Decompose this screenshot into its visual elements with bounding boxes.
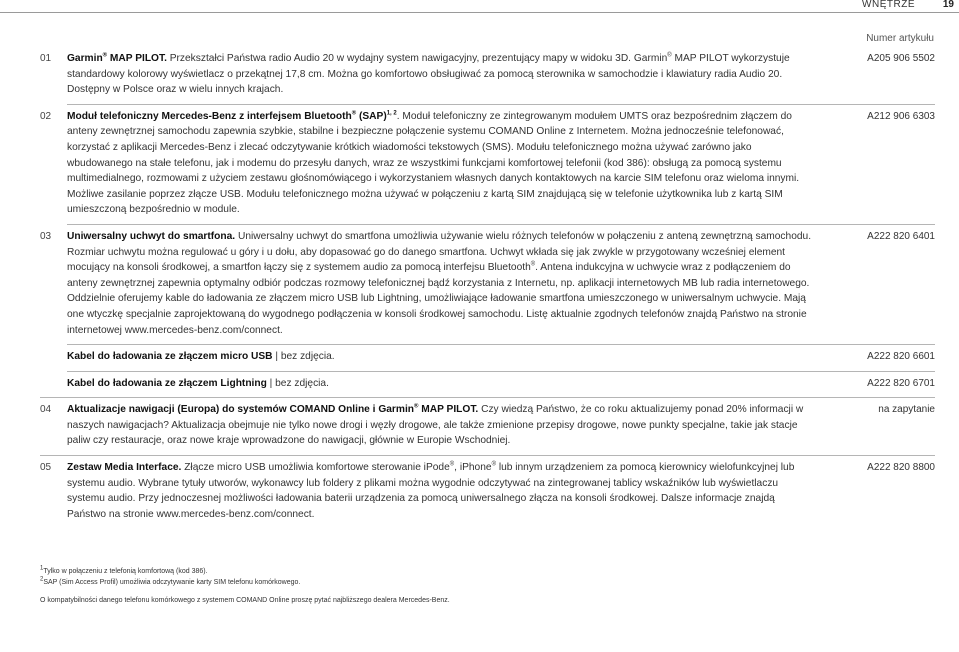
accessory-list	[40, 51, 935, 522]
page-header	[0, 0, 959, 12]
item-title: Zestaw Media Interface.	[67, 462, 182, 474]
item-number: 03	[40, 230, 52, 242]
item-description: Aktualizacje nawigacji (Europa) do systemów COMAND Online i Garmin® MAP PILOT. Czy wiedzą Państwo, że co roku aktualizujemy ponad 20% informacji w naszych nawigacjach? Aktualizacja obejmuje nie tylko nowe drogi i węzły drogowe, ale także zmienione przepisy drogowe, nowe punkty specjalne, takie jak stacje paliw czy restauracje, oraz nowe kraje wprowadzone do nawigacji, głównie w Europie Wschodniej.	[67, 403, 804, 447]
item-number	[40, 349, 67, 365]
footnotes	[40, 566, 450, 606]
list-item	[40, 402, 935, 449]
article-number: A222 820 8800	[867, 462, 935, 474]
list-item	[40, 51, 935, 98]
list-item	[40, 229, 935, 338]
item-description: Moduł telefoniczny Mercedes-Benz z interfejsem Bluetooth® (SAP)$^{1, 2}$. Moduł telefoniczny ze zintegrowanym modułem UMTS oraz bezpośrednim złączem do anteny zewnętrznej samochodu zapewnia szybkie, stabilne i bezpieczne połączenie systemu COMAND Online z Internetem. Można jednocześnie telefonować, korzystać z aplikacji Mercedes-Benz i zlecać odczytywanie krótkich wiadomości tekstowych (SMS). Modułu telefonicznego można używać zarówno jako wbudowanego na stałe telefonu, jak i modemu do przesyłu danych, wraz ze wszystkimi funkcjami komfortowej telefonii (kod 386): obsługą za pomocą systemu multimedialnego, rozmowami z użyciem zestawu głośnomówiącego i wykorzystaniem własnych danych kontaktowych na karcie SIM telefonu oraz wieloma innymi. Możliwe zasilanie poprzez złącze USB. Modułu telefonicznego można używać w połączeniu z kartą SIM znajdującą się w telefonie użytkownika lub z kartą SIM umieszczoną bezpośrednio w module.	[67, 110, 800, 216]
list-item	[40, 109, 935, 218]
item-description: Kabel do ładowania ze złączem Lightning | bez zdjęcia.	[67, 377, 329, 389]
divider	[67, 344, 935, 345]
item-title: Garmin® MAP PILOT.	[67, 52, 167, 64]
item-description: Zestaw Media Interface. Złącze micro USB umożliwia komfortowe sterowanie iPode®, iPhone® lub innym urządzeniem za pomocą kierownicy wielofunkcyjnej lub systemu audio. Wybrane tytuły utworów, wykonawcy lub foldery z plikami można wygodnie odczytywać na zintegrowanej tablicy wskaźników lub wyświetlaczu systemu audio. Przy jednoczesnej możliwości ładowania baterii urządzenia za pomocą uniwersalnego złącza na konsoli środkowej. Dalsze informacje znajdą Państwo na stronie www.mercedes-benz.com/connect.	[67, 461, 795, 520]
item-title: Uniwersalny uchwyt do smartfona.	[67, 230, 236, 242]
item-number: 01	[40, 53, 52, 64]
article-number: A222 820 6401	[867, 230, 935, 242]
item-title: Aktualizacje nawigacji (Europa) do systemów COMAND Online i Garmin® MAP PILOT.	[67, 403, 479, 416]
item-number: 02	[40, 110, 52, 122]
article-number: A205 906 5502	[867, 53, 935, 64]
divider	[67, 371, 935, 372]
section-label: WNĘTRZE	[862, 0, 915, 10]
item-description: Uniwersalny uchwyt do smartfona. Uniwersalny uchwyt do smartfona umożliwia używanie wielu różnych telefonów w połączeniu z anteną zewnętrzną samochodu. Rozmiar uchwytu można regulować u góry i u dołu, aby dopasować go do danego smartfona. Uchwyt wkłada się jak zwykle w przygotowany wcześniej element mocujący na konsoli środkowej, a smartfon łączy się z systemem audio za pomocą interfejsu Bluetooth®. Antena indukcyjna w uchwycie wraz z podłączeniem do anteny zewnętrznej zapewnia optymalny odbiór podczas rozmowy telefonicznej bądź korzystania z Internetu, np. aplikacji internetowych MB lub radia internetowego. Oddzielnie oferujemy kable do ładowania ze złączem micro USB lub Lightning, umożliwiające ładowanie smartfona umieszczonego w uniwersalnym uchwycie. Mają one wtyczkę specjalnie zaprojektowaną do wygodnego podłączenia w konsoli środkowej samochodu. Listę aktualnie zgodnych telefonów znajdą Państwo na stronie internetowej www.mercedes-benz.com/connect.	[67, 230, 812, 336]
item-title: Kabel do ładowania ze złączem micro USB	[67, 351, 273, 363]
item-title: Moduł telefoniczny Mercedes-Benz z interfejsem Bluetooth® (SAP)$^{1, 2}$	[67, 110, 397, 122]
header-divider	[0, 12, 959, 13]
item-description: Garmin® MAP PILOT. Przekształci Państwa radio Audio 20 w wydajny system nawigacyjny, prezentujący mapy w widoku 3D. Garmin® MAP PILOT wykorzystuje standardowy kolorowy wyświetlacz o przekątnej 17,8 cm. Można go komfortowo obsługiwać za pomocą sterownika w samochodzie i klawiatury radia Audio 20. Dostępny w Polsce oraz w wielu innych krajach.	[67, 52, 790, 96]
article-number: A222 820 6701	[867, 377, 935, 389]
item-title: Kabel do ładowania ze złączem Lightning	[67, 377, 267, 389]
footnote-1: $^1$Tylko w połączeniu z telefonią komfortową (kod 386).	[40, 565, 208, 575]
list-item	[40, 460, 935, 522]
divider	[67, 224, 935, 225]
list-item	[40, 376, 935, 392]
divider	[40, 455, 935, 456]
article-number: A212 906 6303	[867, 110, 935, 122]
divider	[40, 397, 935, 398]
footnote-2: $^2$SAP (Sim Access Profil) umożliwia odczytywanie karty SIM telefonu komórkowego.	[40, 576, 301, 586]
page-number: 19	[942, 0, 954, 10]
list-item	[40, 349, 935, 365]
article-number: na zapytanie	[878, 404, 935, 416]
divider	[67, 104, 935, 105]
item-number: 04	[40, 404, 52, 416]
compatibility-note: O kompatybilności danego telefonu komórkowego z systemem COMAND Online proszę pytać najbliższego dealera Mercedes-Benz.	[40, 597, 450, 604]
article-number-column-header: Numer artykułu	[866, 33, 934, 44]
article-number: A222 820 6601	[867, 351, 935, 363]
item-number: 05	[40, 462, 52, 474]
item-description: Kabel do ładowania ze złączem micro USB | bez zdjęcia.	[67, 351, 335, 363]
item-number	[40, 376, 67, 392]
